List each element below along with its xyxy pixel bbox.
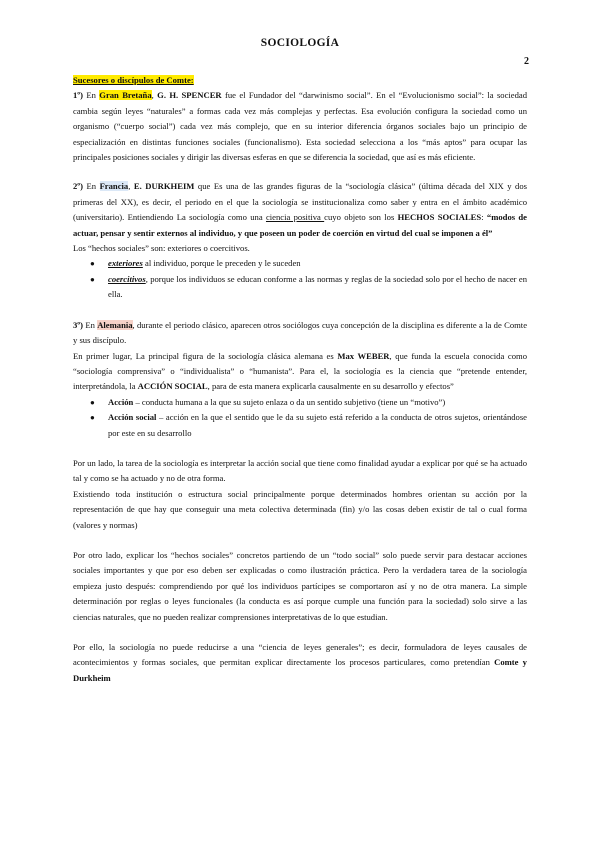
author-name: E. DURKHEIM xyxy=(133,181,195,192)
bullet-icon: ● xyxy=(90,259,95,269)
author-name: Max WEBER xyxy=(337,350,390,361)
bullet-icon: ● xyxy=(90,397,95,407)
page-title: SOCIOLOGÍA xyxy=(260,37,340,49)
item-number: 3º) xyxy=(73,319,83,330)
list-item: ● Acción social – acción en la que el sentido que le da su sujeto está referido a la conducta de otros sujetos, orientándose por este en su desarrollo xyxy=(90,412,527,438)
hechos-sociales-list xyxy=(73,256,527,302)
underlined-term: ciencia positiva xyxy=(265,212,325,223)
paragraph-durkheim: 2º) En Francia, E. DURKHEIM que Es una de las grandes figuras de la “sociología clásica” (última década del XIX y dos primeras del XX), es decir, el periodo en el que la sociología se institucionaliza como saber y entra en el ámbito académico (universitario). Entiendiendo La sociología como una ciencia positiva cuyo objeto son los HECHOS SOCIALES: “modos de actuar, pensar y sentir externos al individuo, y que poseen un poder de coerción en virtud del cual se imponen a él” xyxy=(73,181,527,238)
paragraph-por-ello: Por ello, la sociología no puede reducirse a una “ciencia de leyes generales”; es decir, formuladora de leyes causales de acontecimientos y formas sociales, que permitan explicar directamente los procesos particulares, como pretendían Comte y Durkheim xyxy=(73,642,527,683)
country-highlight: Alemania xyxy=(97,319,133,330)
paragraph-spencer: 1º) En Gran Bretaña, G. H. SPENCER fue el Fundador del “darwinismo social”. En el “Evolucionismo social”: la sociedad cambia según leyes “naturales” a formas cada vez más complejas y perfectas. Esa evolución configura la sociedad como un organismo (“cuerpo social”) cada vez más complejo, que en su interior diferencia órganos sociales bajo un principio de especialización en distintas funciones sociales (funcionalismo). Esta sociedad selecciona a los “más aptos” para ocupar las principales posiciones sociales y dirigir las diversas esferas en que se diferencia la sociedad, que así es más eficiente. xyxy=(73,90,528,163)
list-item: ● Acción – conducta humana a la que su sujeto enlaza o da un sentido subjetivo (tiene un “motivo”) xyxy=(73,395,527,410)
country-highlight: Gran Bretaña xyxy=(99,90,152,101)
author-names: Comte y Durkheim xyxy=(73,657,527,683)
item-number: 2º) xyxy=(73,181,83,192)
bullet-icon: ● xyxy=(90,413,95,423)
paragraph-institucion: Existiendo toda institución o estructura social principalmente porque determinados hombres orientan su acción por la representación de que hay que conseguir una meta colectiva determinada (fin) y/o las cosas deben existir de tal o cual forma (valores y normas) xyxy=(73,488,527,530)
hechos-sociales-line: Los “hechos sociales” son: exteriores o coercitivos. xyxy=(73,243,250,254)
paragraph-por-un-lado: Por un lado, la tarea de la sociología es interpretar la acción social que tiene como finalidad ayudar a explicar por qué se ha actuado tal y como se ha actuado y no de otra forma. xyxy=(73,457,527,484)
page-number: 2 xyxy=(524,56,529,67)
document-body xyxy=(73,73,527,686)
list-item: ● exteriores al individuo, porque le preceden y le suceden xyxy=(73,256,527,271)
key-term: ACCIÓN SOCIAL xyxy=(137,381,208,392)
section-heading: Sucesores o discípulos de Comte: xyxy=(73,75,194,85)
bullet-icon: ● xyxy=(90,274,95,284)
list-item: ● coercitivos, porque los individuos se educan conforme a las normas y reglas de la sociedad solo por el hecho de nacer en ella. xyxy=(90,273,527,300)
item-number: 1º) xyxy=(73,90,83,101)
paragraph-weber-2: En primer lugar, La principal figura de la sociología clásica alemana es Max WEBER, que funda la escuela conocida como “sociología comprensiva” o “individualista” o “humanista”. Para el, la sociología es la ciencia que “pretende entender, interpretándola, la ACCIÓN SOCIAL, para de esta manera explicarla causalmente en su desarrollo y efectos” xyxy=(73,350,527,392)
key-term: HECHOS SOCIALES xyxy=(397,212,482,223)
author-name: G. H. SPENCER xyxy=(157,90,222,101)
paragraph-weber: 3º) En Alemania, durante el periodo clásico, aparecen otros sociólogos cuya concepción de la disciplina es diferente a la de Comte y sus discípulo. xyxy=(73,319,528,346)
country-highlight: Francia xyxy=(99,181,129,192)
accion-list xyxy=(73,395,527,441)
paragraph-por-otro-lado: Por otro lado, explicar los “hechos sociales” concretos partiendo de un “todo social” solo puede servir para destacar acciones sociales importantes y que por eso deben ser explicadas o como ilustración práctica. Pero la verdadera tarea de la sociología empieza justo después: comprendiendo por qué los individuos partícipes se comportaron así y no de otra manera. La simple determinación por reglas o leyes funcionales (la conducta es así porque cumple una función para la sociedad) solo sirve a las ciencias naturales, que no pueden realizar comprensiones interpretativas de lo que estudian. xyxy=(73,549,527,622)
definition-quote: “modos de actuar, pensar y sentir externos al individuo, y que poseen un poder de coerción en virtud del cual se imponen a él” xyxy=(73,212,527,238)
